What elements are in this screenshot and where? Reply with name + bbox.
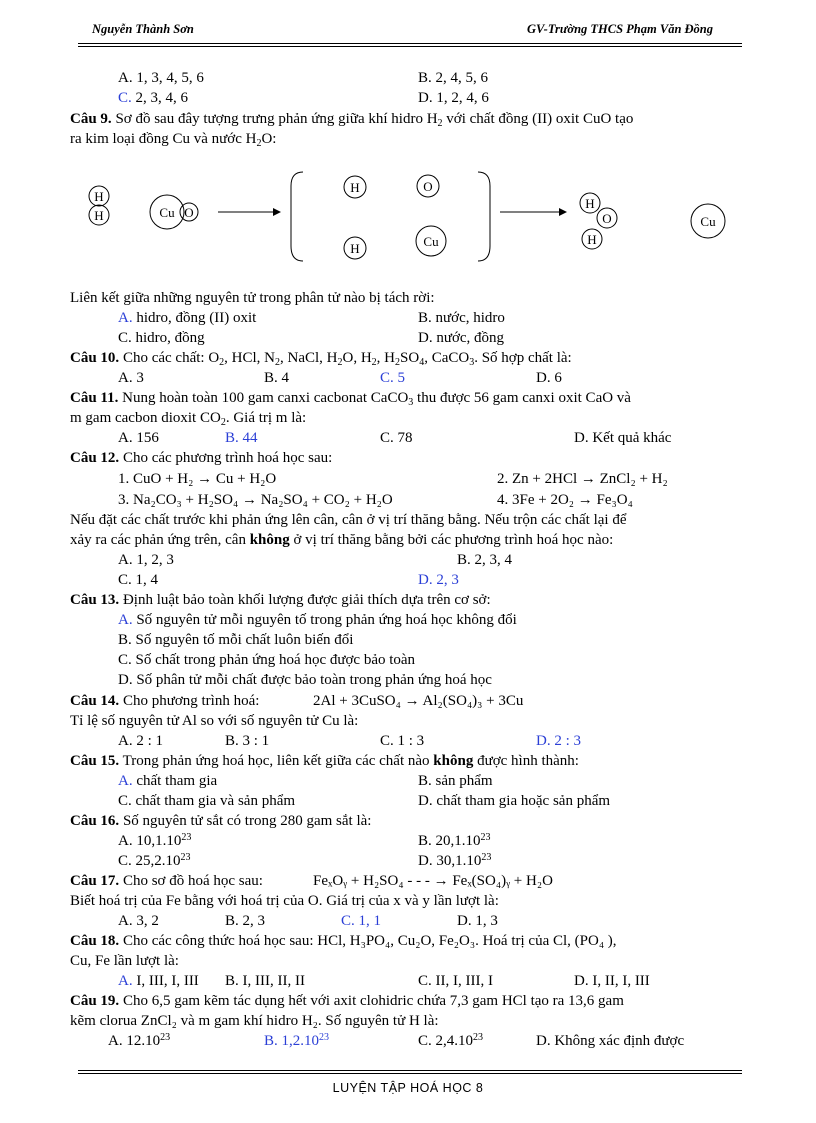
svg-text:Cu: Cu (159, 205, 175, 220)
q10-option-c: C. 5 (380, 370, 406, 386)
svg-text:O: O (602, 211, 612, 226)
cu-atom (691, 204, 725, 238)
h2-molecule (89, 186, 109, 225)
q16-option-a: A. 10,1.10$^{23}$ (118, 832, 192, 849)
q18-option-b: B. I, III, II, II (225, 973, 305, 989)
svg-text:H: H (350, 180, 360, 195)
q14-option-d: D. 2 : 3 (536, 733, 581, 749)
cuo-molecule (150, 195, 198, 229)
header-rule (78, 43, 742, 44)
q14-question: Câu 14. Cho phương trình hoá: (70, 693, 260, 709)
footer-rule-2 (78, 1073, 742, 1074)
q11-option-c: C. 78 (380, 430, 413, 446)
q10-option-b: B. 4 (264, 370, 290, 386)
svg-text:H: H (350, 241, 360, 256)
q18-question: Câu 18. Cho các công thức hoá học sau: HCl, H₃PO₄, Cu₂O, Fe₂O₃. Hoá trị của Cl, (PO₄ ), (70, 933, 617, 949)
q11-option-d: D. Kết quả khác (574, 430, 672, 446)
svg-text:O: O (423, 179, 433, 194)
svg-text:H: H (94, 189, 104, 204)
footer-title: LUYỆN TẬP HOÁ HỌC 8 (332, 1081, 484, 1095)
q16-option-c: C. 25,2.10$^{23}$ (118, 852, 191, 869)
svg-text:H: H (587, 232, 597, 247)
q17-text-line2: Biết hoá trị của Fe bằng với hoá trị của O. Giá trị của x và y lần lượt là: (70, 893, 499, 909)
q9-option-b: B. nước, hidro (418, 310, 505, 326)
q12-equation-4: 4. 3Fe + 2O₂ → Fe₃O₄ (497, 492, 633, 508)
q12-option-a: A. 1, 2, 3 (118, 552, 174, 568)
q9-question-line2: ra kim loại đồng Cu và nước $H_2O$: (70, 131, 277, 149)
q18-option-d: D. I, II, I, III (574, 973, 650, 989)
q11-option-a: A. 156 (118, 430, 159, 446)
q14-text-line2: Tỉ lệ số nguyên tử Al so với số nguyên tử Cu là: (70, 713, 359, 729)
q15-option-d: D. chất tham gia hoặc sản phẩm (418, 793, 611, 809)
q10-question: Câu 10. Cho các chất: $O_2$, HCl, $N_2$, NaCl, $H_2O$, $H_2$, $H_2SO_4$, CaCO$_3$. Số hợp chất là: (70, 350, 572, 368)
q19-option-a: A. 12.10$^{23}$ (108, 1032, 171, 1049)
q18-option-a: A. I, III, I, III (118, 973, 199, 989)
q11-option-b: B. 44 (225, 430, 258, 446)
svg-text:Cu: Cu (423, 234, 439, 249)
q17-option-b: B. 2, 3 (225, 913, 266, 929)
q14-option-c: C. 1 : 3 (380, 733, 425, 749)
q17-option-c: C. 1, 1 (341, 913, 382, 929)
q19-option-d: D. Không xác định được (536, 1033, 685, 1049)
bracket-right (478, 172, 490, 261)
q9-option-a: A. hidro, đồng (II) oxit (118, 310, 257, 326)
q15-option-a: A. chất tham gia (118, 773, 218, 789)
q9-prompt: Liên kết giữa những nguyên tử trong phân tử nào bị tách rời: (70, 290, 435, 306)
q12-option-b: B. 2, 3, 4 (457, 552, 513, 568)
q13-option-a: A. Số nguyên tử mỗi nguyên tố trong phản ứng hoá học không đổi (118, 612, 517, 628)
q15-option-c: C. chất tham gia và sản phẩm (118, 793, 296, 809)
q15-option-b: B. sản phẩm (418, 773, 493, 789)
q13-option-d: D. Số phân tử mỗi chất được bảo toàn trong phản ứng hoá học (118, 672, 492, 688)
q9-question: Câu 9. Sơ đồ sau đây tượng trưng phản ứng giữa khí hidro $H_2$ với chất đồng (II) oxit CuO tạo (70, 111, 634, 129)
q13-option-c: C. Số chất trong phản ứng hoá học được bảo toàn (118, 652, 416, 668)
q14-equation: 2Al + 3CuSO₄ → Al₂(SO₄)₃ + 3Cu (313, 693, 524, 709)
q16-option-d: D. 30,1.10$^{23}$ (418, 852, 492, 869)
q19-option-c: C. 2,4.10$^{23}$ (418, 1032, 484, 1049)
svg-text:O: O (184, 205, 194, 220)
q16-option-b: B. 20,1.10$^{23}$ (418, 832, 491, 849)
header-author: Nguyễn Thành Sơn (92, 22, 194, 36)
q14-option-b: B. 3 : 1 (225, 733, 270, 749)
q19-option-b: B. 1,2.10$^{23}$ (264, 1032, 330, 1049)
q18-text-line2: Cu, Fe lần lượt là: (70, 953, 179, 969)
q8-option-a: A. 1, 3, 4, 5, 6 (118, 70, 204, 86)
q16-question: Câu 16. Số nguyên tử sắt có trong 280 gam sắt là: (70, 813, 372, 829)
q10-option-d: D. 6 (536, 370, 562, 386)
q12-equation-2: 2. Zn + 2HCl → ZnCl₂ + H₂ (497, 471, 668, 487)
q17-scheme: FeₓOᵧ + H₂SO₄ - - - → Feₓ(SO₄)ᵧ + H₂O (313, 873, 553, 889)
q8-option-c: C. 2, 3, 4, 6 (118, 90, 189, 106)
q19-question: Câu 19. Cho 6,5 gam kẽm tác dụng hết với axit clohidric chứa 7,3 gam HCl tạo ra 13,6 gam (70, 993, 624, 1009)
q9-option-d: D. nước, đồng (418, 330, 505, 346)
q14-option-a: A. 2 : 1 (118, 733, 163, 749)
q9-option-c: C. hidro, đồng (118, 330, 205, 346)
q8-option-d: D. 1, 2, 4, 6 (418, 90, 489, 106)
q12-equation-1: 1. CuO + H₂ → Cu + H₂O (118, 471, 277, 487)
q12-text-line2: xảy ra các phản ứng trên, cân không ở vị trí thăng bằng bởi các phương trình hoá học nào: (70, 532, 614, 548)
h2o-molecule (580, 193, 617, 249)
q12-option-c: C. 1, 4 (118, 572, 159, 588)
q17-question: Câu 17. Cho sơ đồ hoá học sau: (70, 873, 263, 889)
q10-option-a: A. 3 (118, 370, 144, 386)
q13-option-b: B. Số nguyên tố mỗi chất luôn biến đổi (118, 632, 354, 648)
q19-text-line2: kẽm clorua ZnCl₂ và m gam khí hidro H₂. Số nguyên tử H là: (70, 1013, 439, 1029)
q12-equation-3: 3. Na₂CO₃ + H₂SO₄ → Na₂SO₄ + CO₂ + H₂O (118, 492, 393, 508)
header-rule-2 (78, 46, 742, 47)
q12-question: Câu 12. Cho các phương trình hoá học sau: (70, 450, 333, 466)
q13-question: Câu 13. Định luật bảo toàn khối lượng được giải thích dựa trên cơ sở: (70, 592, 491, 608)
header-school: GV-Trường THCS Phạm Văn Đồng (527, 22, 713, 36)
q12-option-d: D. 2, 3 (418, 572, 459, 588)
q17-option-d: D. 1, 3 (457, 913, 498, 929)
footer-rule (78, 1070, 742, 1071)
bracket-left (291, 172, 303, 261)
q12-text-line1: Nếu đặt các chất trước khi phản ứng lên cân, cân ở vị trí thăng bằng. Nếu trộn các chất lại để (70, 512, 627, 528)
svg-text:Cu: Cu (700, 214, 716, 229)
q9-reaction-diagram (70, 160, 750, 275)
q15-question: Câu 15. Trong phản ứng hoá học, liên kết giữa các chất nào không được hình thành: (70, 753, 579, 769)
q18-option-c: C. II, I, III, I (418, 973, 493, 989)
q17-option-a: A. 3, 2 (118, 913, 159, 929)
q11-question: Câu 11. Nung hoàn toàn 100 gam canxi cacbonat CaCO$_3$ thu được 56 gam canxi oxit CaO và (70, 390, 631, 408)
q11-question-line2: m gam cacbon dioxit $CO_2$. Giá trị m là: (70, 410, 307, 428)
svg-text:H: H (585, 196, 595, 211)
q8-option-b: B. 2, 4, 5, 6 (418, 70, 489, 86)
svg-text:H: H (94, 208, 104, 223)
